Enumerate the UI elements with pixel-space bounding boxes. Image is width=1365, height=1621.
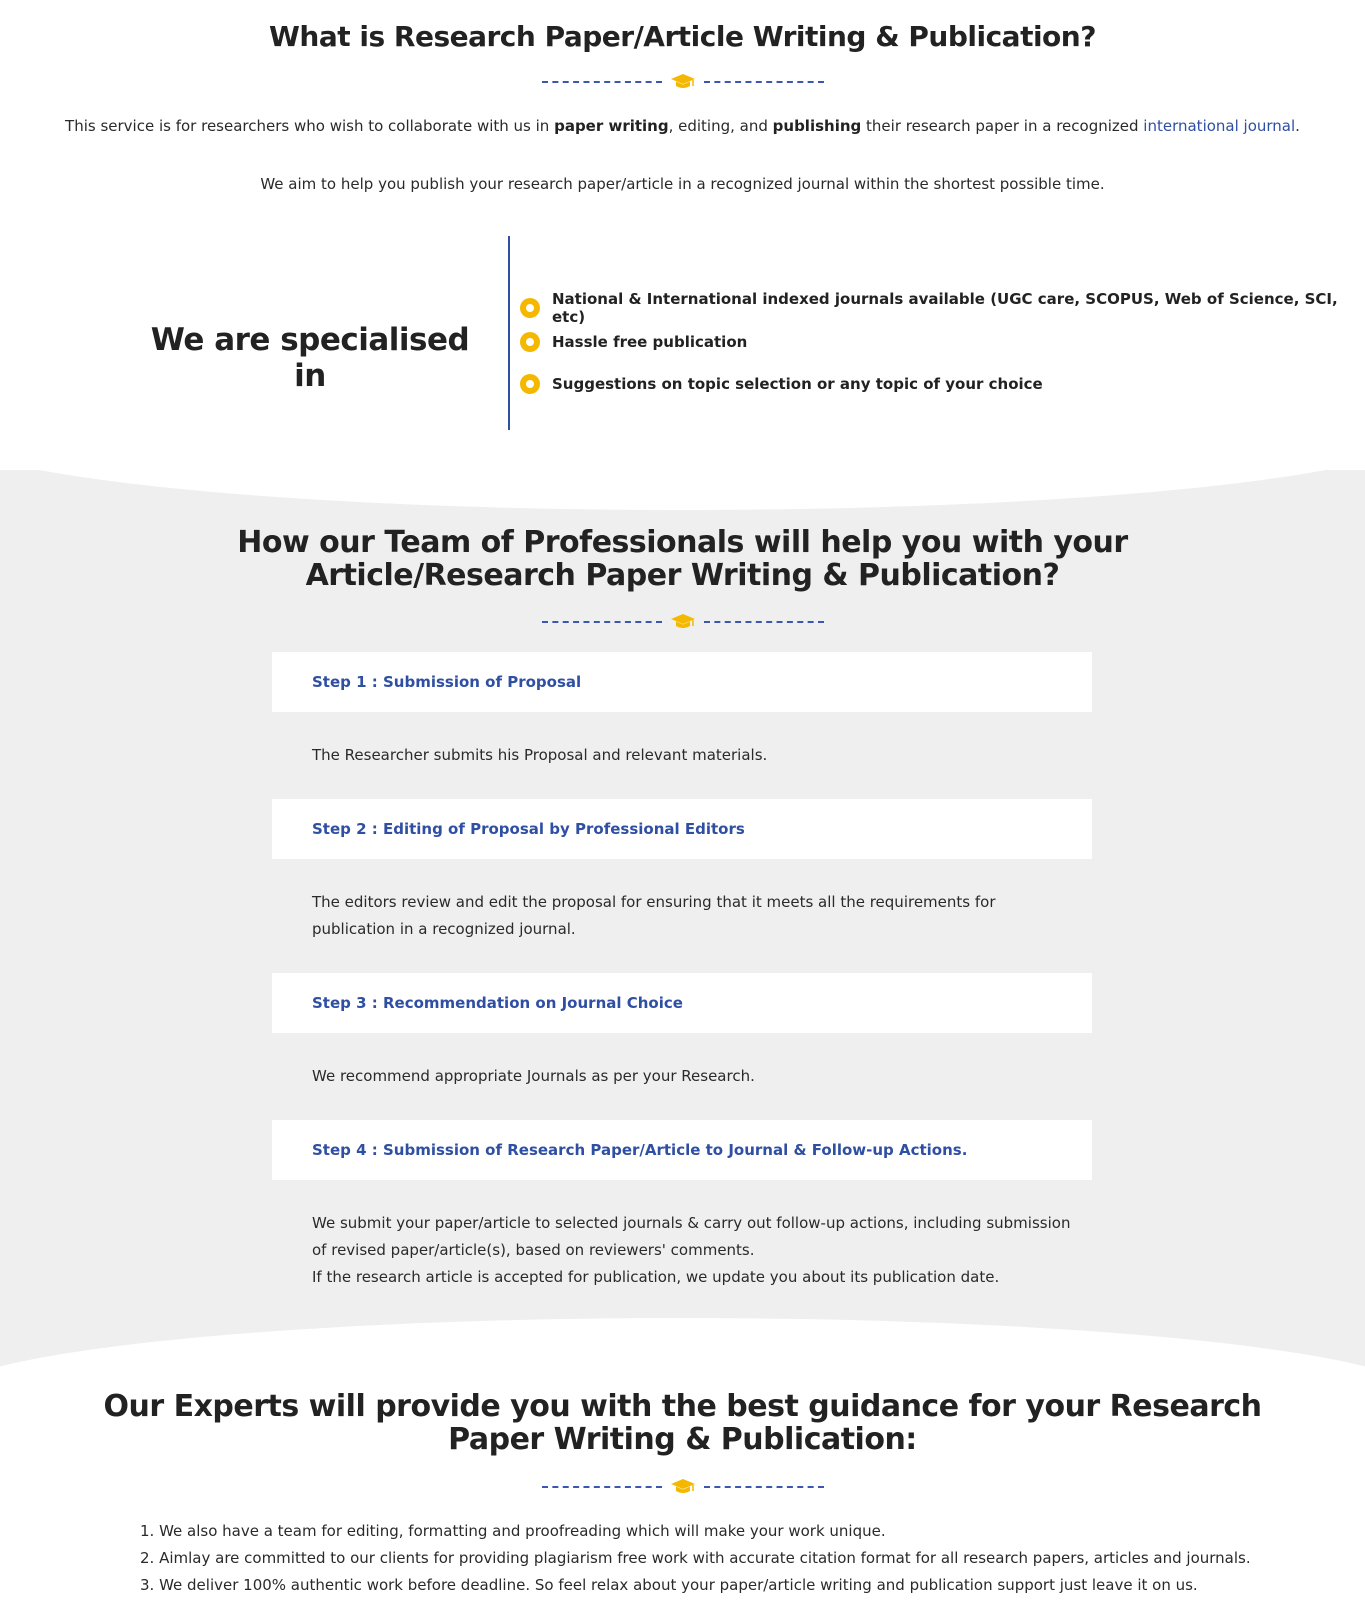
- specialised-item: [520, 374, 1043, 394]
- intro-bold-paper-writing: paper writing: [554, 117, 669, 135]
- vertical-divider: [508, 236, 510, 448]
- divider-dashes-left: [542, 621, 662, 623]
- graduation-cap-icon: [670, 1477, 696, 1497]
- circle-bullet-icon: [520, 298, 540, 318]
- step-3-header[interactable]: [272, 973, 1092, 1033]
- divider-dashes-left: [542, 81, 662, 83]
- experts-list: [140, 1518, 1340, 1599]
- list-item: 2. Aimlay are committed to our clients for providing plagiarism free work with accurate citation format for all research papers, articles and journals.: [140, 1549, 1251, 1567]
- section1-title: What is Research Paper/Article Writing & Publication?: [269, 20, 1096, 53]
- list-item: 1. We also have a team for editing, formatting and proofreading which will make your work unique.: [140, 1522, 886, 1540]
- section2-title: How our Team of Professionals will help you with your Article/Research Paper Writing & Publication?: [237, 525, 1128, 593]
- step-4-description-text-2: If the research article is accepted for publication, we update you about its publication date.: [312, 1268, 1000, 1286]
- step-2-description: The editors review and edit the proposal for ensuring that it meets all the requirements for publication in a recognized journal.: [312, 893, 996, 938]
- section3-title: Our Experts will provide you with the best guidance for your Research Paper Writing & Publication:: [103, 1389, 1262, 1457]
- divider-dashes-right: [704, 621, 824, 623]
- step-2-header[interactable]: [272, 799, 1092, 859]
- divider-dashes-right: [704, 1486, 824, 1488]
- specialised-item-text: Suggestions on topic selection or any topic of your choice: [552, 375, 1043, 393]
- step-4-description-text: We submit your paper/article to selected journals & carry out follow-up actions, including submission of revised paper/article(s), based on reviewers' comments.: [312, 1214, 1071, 1259]
- step-2-label: Step 2 : Editing of Proposal by Professional Editors: [312, 820, 745, 838]
- intro-text-4: .: [1295, 117, 1300, 135]
- section2-divider: [0, 612, 1365, 632]
- step-4-description: [312, 1210, 1072, 1291]
- list-item: 3. We deliver 100% authentic work before deadline. So feel relax about your paper/article writing and publication support just leave it on us.: [140, 1576, 1198, 1594]
- specialised-heading: We are specialised in: [150, 322, 470, 394]
- specialised-item-text: National & International indexed journals available (UGC care, SCOPUS, Web of Science, SCI, etc): [552, 290, 1338, 326]
- graduation-cap-icon: [670, 72, 696, 92]
- step-3-description: We recommend appropriate Journals as per your Research.: [312, 1067, 755, 1085]
- international-journal-link[interactable]: international journal: [1143, 117, 1296, 135]
- intro-paragraph: [0, 117, 1365, 135]
- divider-dashes-right: [704, 81, 824, 83]
- specialised-item-text: Hassle free publication: [552, 333, 748, 351]
- divider-dashes-left: [542, 1486, 662, 1488]
- step-4-header[interactable]: [272, 1120, 1092, 1180]
- specialised-item: [520, 332, 747, 352]
- circle-bullet-icon: [520, 332, 540, 352]
- intro-text-3: their research paper in a recognized: [861, 117, 1144, 135]
- section3-divider: [0, 1477, 1365, 1497]
- section1-divider: [0, 72, 1365, 92]
- specialised-item: [520, 290, 1365, 326]
- intro-bold-publishing: publishing: [772, 117, 862, 135]
- circle-bullet-icon: [520, 374, 540, 394]
- intro-text-2: , editing, and: [668, 117, 773, 135]
- step-1-description: The Researcher submits his Proposal and relevant materials.: [312, 746, 768, 764]
- step-1-label: Step 1 : Submission of Proposal: [312, 673, 582, 691]
- step-3-label: Step 3 : Recommendation on Journal Choice: [312, 994, 683, 1012]
- intro-text-1: This service is for researchers who wish to collaborate with us in: [65, 117, 555, 135]
- step-1-header[interactable]: [272, 652, 1092, 712]
- graduation-cap-icon: [670, 612, 696, 632]
- step-4-label: Step 4 : Submission of Research Paper/Article to Journal & Follow-up Actions.: [312, 1141, 968, 1159]
- aim-paragraph: We aim to help you publish your research paper/article in a recognized journal within the shortest possible time.: [260, 175, 1105, 193]
